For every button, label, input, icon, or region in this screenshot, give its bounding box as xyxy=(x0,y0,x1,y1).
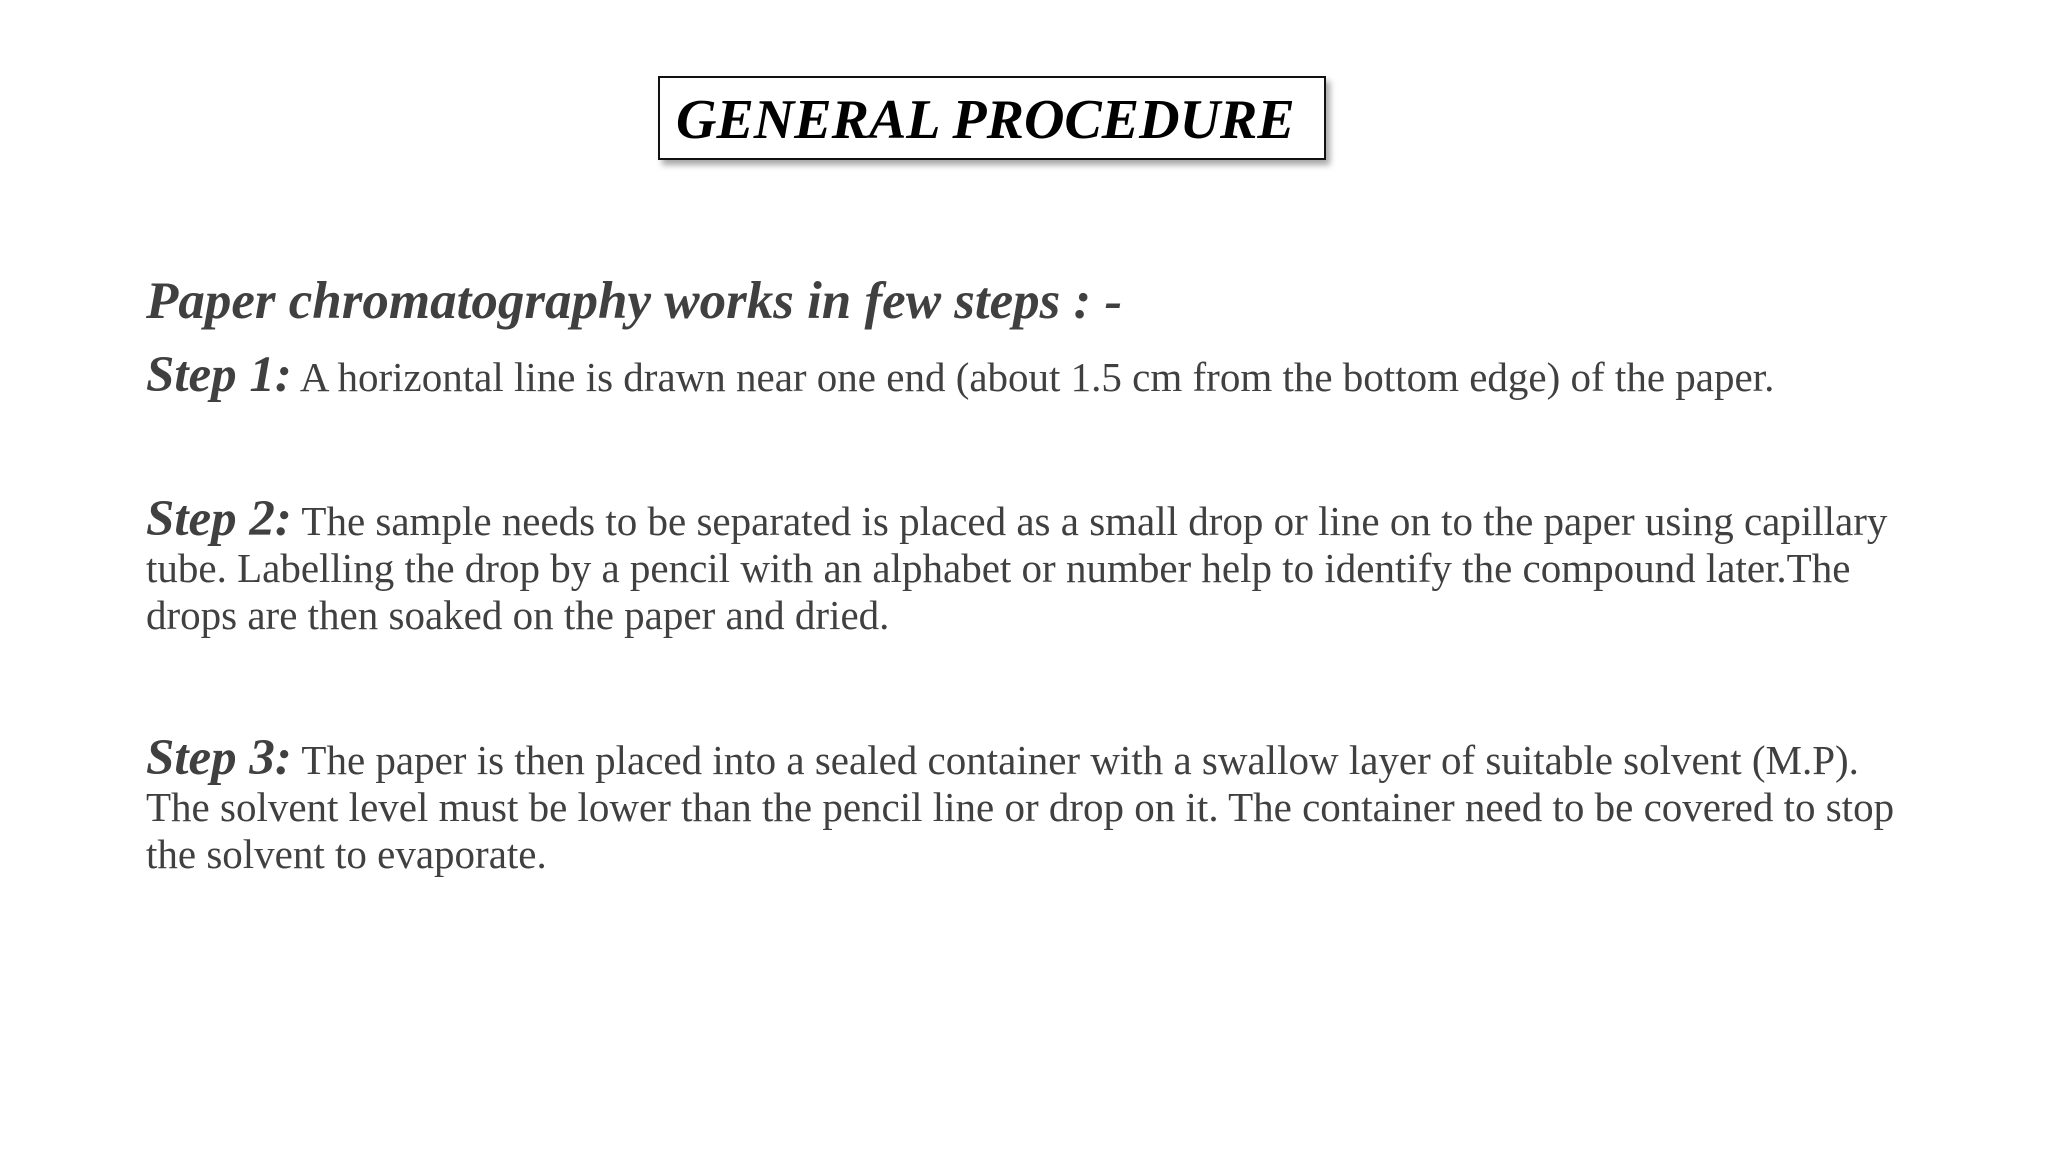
step-1 xyxy=(146,347,1906,403)
step-3-label: Step 3: xyxy=(146,730,292,786)
step-2-label: Step 2: xyxy=(146,491,292,547)
step-1-text: A horizontal line is drawn near one end (about 1.5 cm from the bottom edge) of the paper. xyxy=(291,354,1775,400)
slide-title: GENERAL PROCEDURE xyxy=(676,89,1295,151)
slide-subtitle: Paper chromatography works in few steps : - xyxy=(146,272,1123,330)
step-3-text: The paper is then placed into a sealed container with a swallow layer of suitable solvent (M.P). The solvent level must be lower than the pencil line or drop on it. The container need to be covered to stop the solvent to evaporate. xyxy=(146,737,1895,877)
step-3 xyxy=(146,730,1906,878)
title-box xyxy=(658,76,1326,160)
step-1-label: Step 1: xyxy=(146,347,292,403)
step-2-text: The sample needs to be separated is placed as a small drop or line on to the paper using capillary tube. Labelling the drop by a pencil with an alphabet or number help to identify the compound later.The drops are then soaked on the paper and dried. xyxy=(146,498,1888,638)
step-2 xyxy=(146,491,1906,639)
